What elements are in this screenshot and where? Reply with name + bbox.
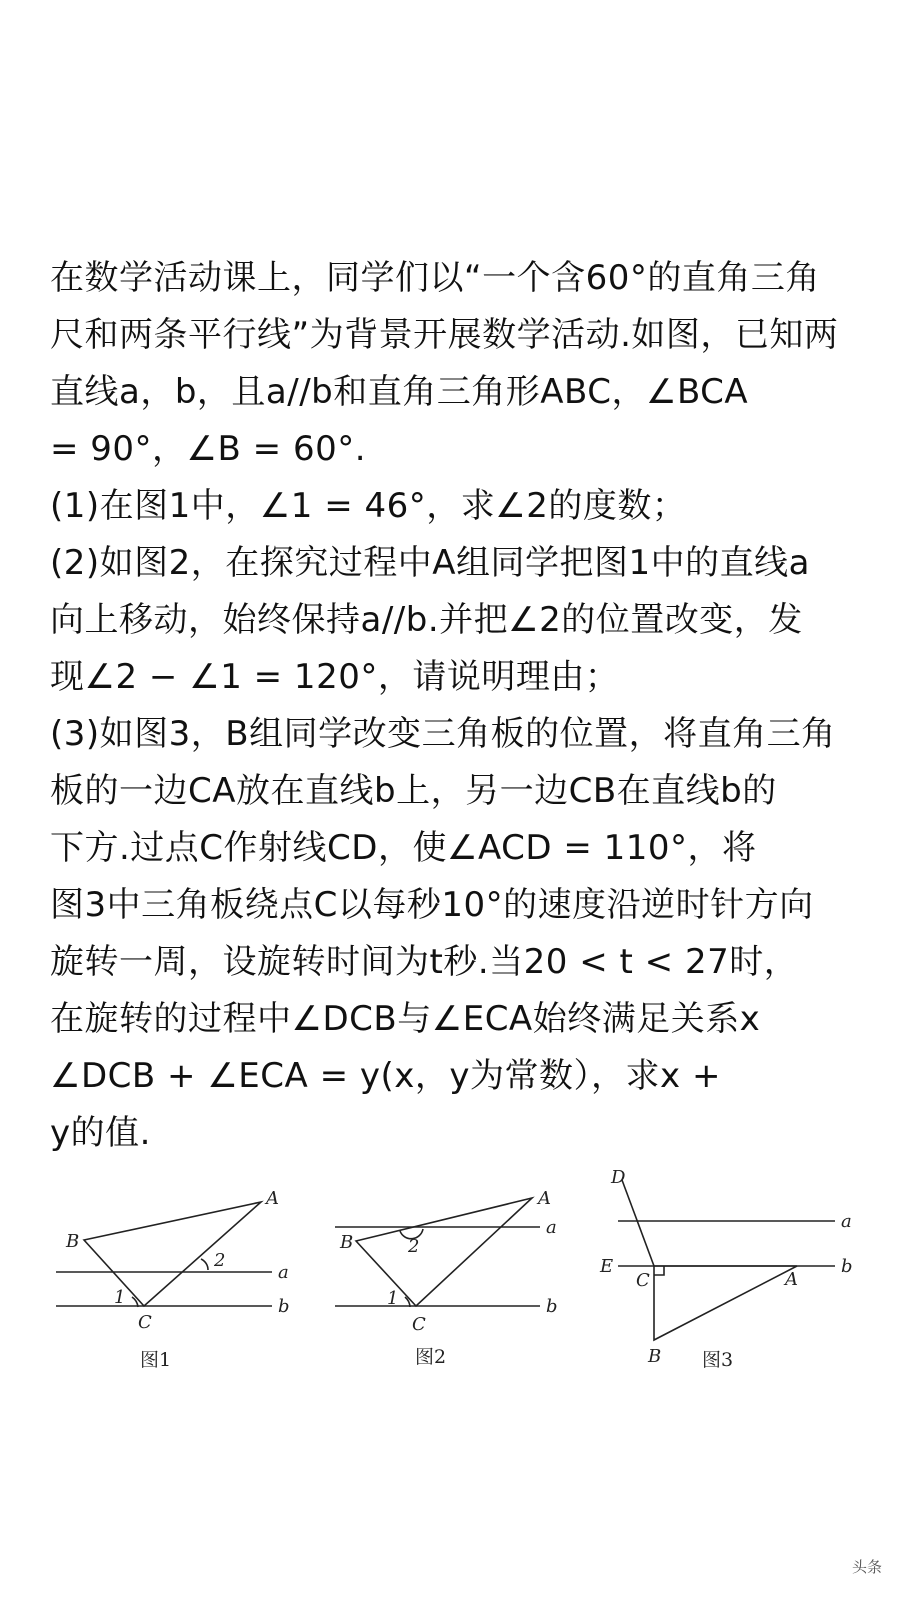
fig3-caption: 图3	[702, 1349, 734, 1371]
fig1-label-a: a	[278, 1262, 289, 1283]
fig1-caption: 图1	[140, 1349, 172, 1371]
question-3-line-4: 图3中三角板绕点C以每秒10°的速度沿逆时针方向	[50, 885, 814, 925]
figure-3-labels	[599, 1167, 853, 1371]
question-3-line-7: ∠DCB + ∠ECA = y(x，y为常数），求x +	[50, 1056, 721, 1096]
fig1-label-b: b	[278, 1296, 290, 1317]
intro-line-2: 尺和两条平行线”为背景开展数学活动.如图，已知两	[50, 315, 839, 355]
fig2-label-b: b	[546, 1296, 558, 1317]
fig2-triangle	[356, 1198, 532, 1306]
question-3-line-1: (3)如图3，B组同学改变三角板的位置，将直角三角	[50, 714, 836, 754]
fig2-caption: 图2	[415, 1346, 447, 1368]
question-2-line-1: (2)如图2，在探究过程中A组同学把图1中的直线a	[50, 543, 811, 583]
figure-2-labels	[339, 1188, 558, 1368]
fig3-label-B: B	[648, 1346, 662, 1367]
fig3-label-C: C	[636, 1270, 650, 1291]
question-3-line-5: 旋转一周，设旋转时间为t秒.当20 < t < 27时，	[50, 942, 799, 982]
fig2-label-C: C	[412, 1314, 426, 1335]
fig3-triangle	[654, 1266, 797, 1340]
fig1-label-A: A	[266, 1188, 279, 1209]
fig2-label-angle-1: 1	[387, 1288, 399, 1309]
question-3-line-3: 下方.过点C作射线CD，使∠ACD = 110°，将	[50, 828, 757, 868]
fig3-label-A: A	[785, 1269, 798, 1290]
fig2-label-B: B	[340, 1232, 354, 1253]
fig1-angle-2-arc	[201, 1259, 208, 1270]
fig2-label-A: A	[538, 1188, 551, 1209]
watermark: 头条	[851, 1558, 882, 1576]
figure-1	[56, 1202, 272, 1307]
problem-text	[50, 250, 850, 1162]
figure-3	[618, 1180, 835, 1340]
question-3-line-8: y的值.	[50, 1113, 151, 1153]
fig3-right-angle-mark	[654, 1266, 664, 1275]
figure-1-labels	[65, 1188, 290, 1371]
question-2-line-3: 现∠2 − ∠1 = 120°，请说明理由；	[50, 657, 620, 697]
figure-2	[335, 1198, 540, 1307]
figures	[40, 1160, 890, 1390]
fig3-label-E: E	[600, 1256, 614, 1277]
fig3-label-a: a	[841, 1211, 852, 1232]
fig3-label-D: D	[611, 1167, 626, 1188]
fig1-label-B: B	[66, 1231, 80, 1252]
question-3-line-2: 板的一边CA放在直线b上，另一边CB在直线b的	[50, 771, 777, 811]
intro-line-3: 直线a，b，且a//b和直角三角形ABC，∠BCA	[50, 372, 749, 412]
fig1-triangle	[84, 1202, 261, 1306]
fig3-ray-CD	[622, 1180, 654, 1266]
question-3-line-6: 在旋转的过程中∠DCB与∠ECA始终满足关系x	[50, 999, 761, 1039]
fig1-label-angle-1: 1	[114, 1287, 126, 1308]
question-2-line-2: 向上移动，始终保持a//b.并把∠2的位置改变，发	[50, 600, 803, 640]
fig1-label-C: C	[138, 1312, 152, 1333]
question-1: (1)在图1中，∠1 = 46°，求∠2的度数；	[50, 486, 687, 526]
intro-line-4: = 90°，∠B = 60°.	[50, 429, 367, 469]
fig1-label-angle-2: 2	[214, 1250, 226, 1271]
intro-line-1: 在数学活动课上，同学们以“一个含60°的直角三角	[50, 258, 820, 298]
fig3-label-b: b	[841, 1256, 853, 1277]
fig2-label-angle-2: 2	[408, 1236, 420, 1257]
fig2-label-a: a	[546, 1217, 557, 1238]
figures-svg	[40, 1160, 890, 1390]
